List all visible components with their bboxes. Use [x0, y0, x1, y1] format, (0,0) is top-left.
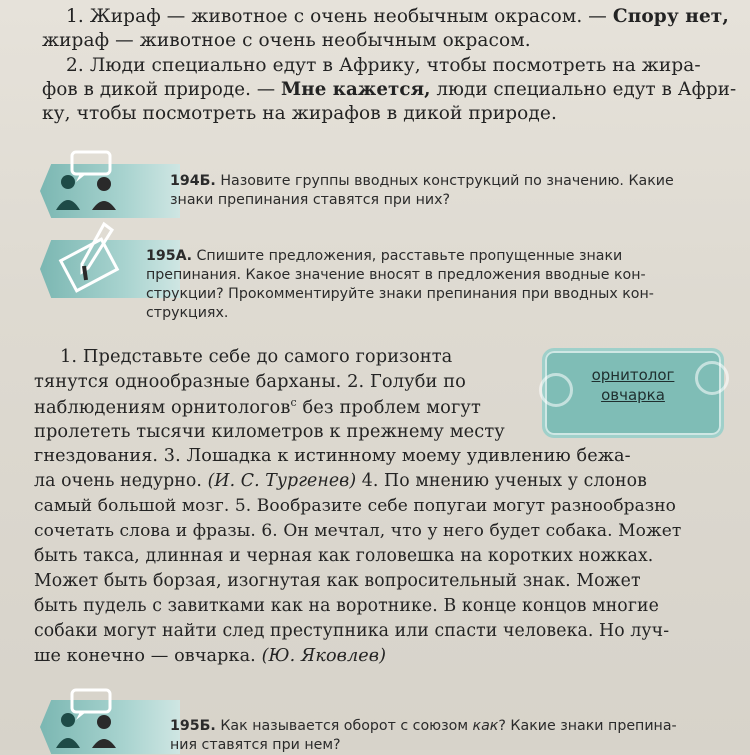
text-run: (Ю. Яковлев)	[261, 646, 387, 666]
text-run: сочетать слова и фразы. 6. Он мечтал, что у него будет собака. Может	[34, 521, 682, 541]
task-195a-line-4: струкциях.	[146, 305, 229, 321]
discussion-icon-2	[52, 686, 132, 750]
text-run: жираф — животное с очень необычным окрасом.	[42, 30, 531, 51]
top-lines-line	[66, 55, 701, 76]
text-run: быть такса, длинная и черная как головешка на коротких ножках.	[34, 546, 654, 566]
task-195a-line-2: препинания. Какое значение вносят в предложения вводные кон-	[146, 267, 646, 283]
text-run: 4. По мнению ученых у слонов	[356, 471, 647, 491]
task-194b-number: 194Б.	[170, 173, 216, 189]
task-195a-line-1: Спишите предложения, расставьте пропущенные знаки	[196, 248, 623, 264]
top-lines-line	[66, 6, 729, 27]
discussion-icon	[52, 148, 132, 218]
text-run: собаки могут найти след преступника или спасти человека. Но луч-	[34, 621, 670, 641]
text-run: ше конечно — овчарка.	[34, 646, 262, 666]
text-run: люди специально едут в Афри-	[430, 79, 737, 100]
main-lines-line	[34, 621, 669, 641]
text-run: самый большой мозг. 5. Вообразите себе попугаи могут разнообразно	[34, 496, 677, 516]
vocab-word-ornitolog: орнитолог	[591, 366, 675, 384]
main-lines-line	[34, 596, 659, 616]
main-lines-line	[34, 521, 681, 541]
text-run: фов в дикой природе. —	[42, 79, 282, 100]
task-195a-number: 195А.	[146, 248, 192, 264]
main-lines-line	[34, 496, 676, 516]
main-lines-line	[34, 546, 653, 566]
text-run: Может быть борзая, изогнутая как вопросительный знак. Может	[34, 571, 641, 591]
text-run: 1. Жираф — животное с очень необычным окрасом. —	[66, 6, 613, 27]
text-run: Мне кажется,	[281, 79, 431, 100]
text-run: 2. Люди специально едут в Африку, чтобы посмотреть на жира-	[66, 55, 701, 76]
top-lines-line	[42, 79, 736, 100]
text-run: пролететь тысячи километров к прежнему месту	[34, 421, 505, 442]
text-run: без проблем могут	[296, 396, 481, 418]
text-run: тянутся однообразные барханы. 2. Голуби по	[34, 371, 466, 392]
task-195b-number: 195Б.	[170, 718, 216, 734]
task-195a	[146, 247, 746, 323]
task-195b-line-2: ния ставятся при нем?	[170, 737, 341, 753]
main-lines-line	[34, 371, 466, 392]
task-195a-line-3: струкции? Прокомментируйте знаки препинания при вводных кон-	[146, 286, 654, 302]
main-lines-line	[34, 396, 481, 418]
text-run: с	[290, 396, 297, 409]
writing-icon	[54, 218, 134, 298]
text-run: гнездования. 3. Лошадка к истинному моему удивлению бежа-	[34, 446, 631, 466]
text-run: наблюдениям орнитологов	[34, 396, 291, 418]
vocabulary-box	[542, 348, 724, 438]
main-lines-line	[34, 446, 631, 466]
text-run: быть пудель с завитками как на воротнике. В конце концов многие	[34, 596, 659, 616]
main-lines-line	[34, 571, 641, 591]
main-lines-line	[34, 646, 386, 666]
task-195b-italic: как	[472, 718, 499, 734]
main-lines-line	[60, 346, 452, 367]
text-run: ла очень недурно.	[34, 471, 208, 491]
text-run: (И. С. Тургенев)	[207, 471, 357, 491]
text-run: 1. Представьте себе до самого горизонта	[60, 346, 453, 367]
main-lines-line	[34, 471, 647, 491]
vocab-word-ovcharka: овчарка	[601, 386, 665, 404]
task-195b-before: Как называется оборот с союзом	[220, 718, 473, 734]
top-lines-line	[42, 103, 557, 124]
task-195b	[170, 717, 745, 755]
top-lines-line	[42, 30, 531, 51]
task-195b-after: ? Какие знаки препина-	[498, 718, 677, 734]
main-lines-line	[34, 421, 505, 442]
task-194b-line-2: знаки препинания ставятся при них?	[170, 192, 451, 208]
task-194b	[170, 172, 740, 210]
task-194b-line-1: Назовите группы вводных конструкций по значению. Какие	[220, 173, 674, 189]
text-run: ку, чтобы посмотреть на жирафов в дикой природе.	[42, 103, 557, 124]
text-run: Спору нет,	[612, 6, 729, 27]
